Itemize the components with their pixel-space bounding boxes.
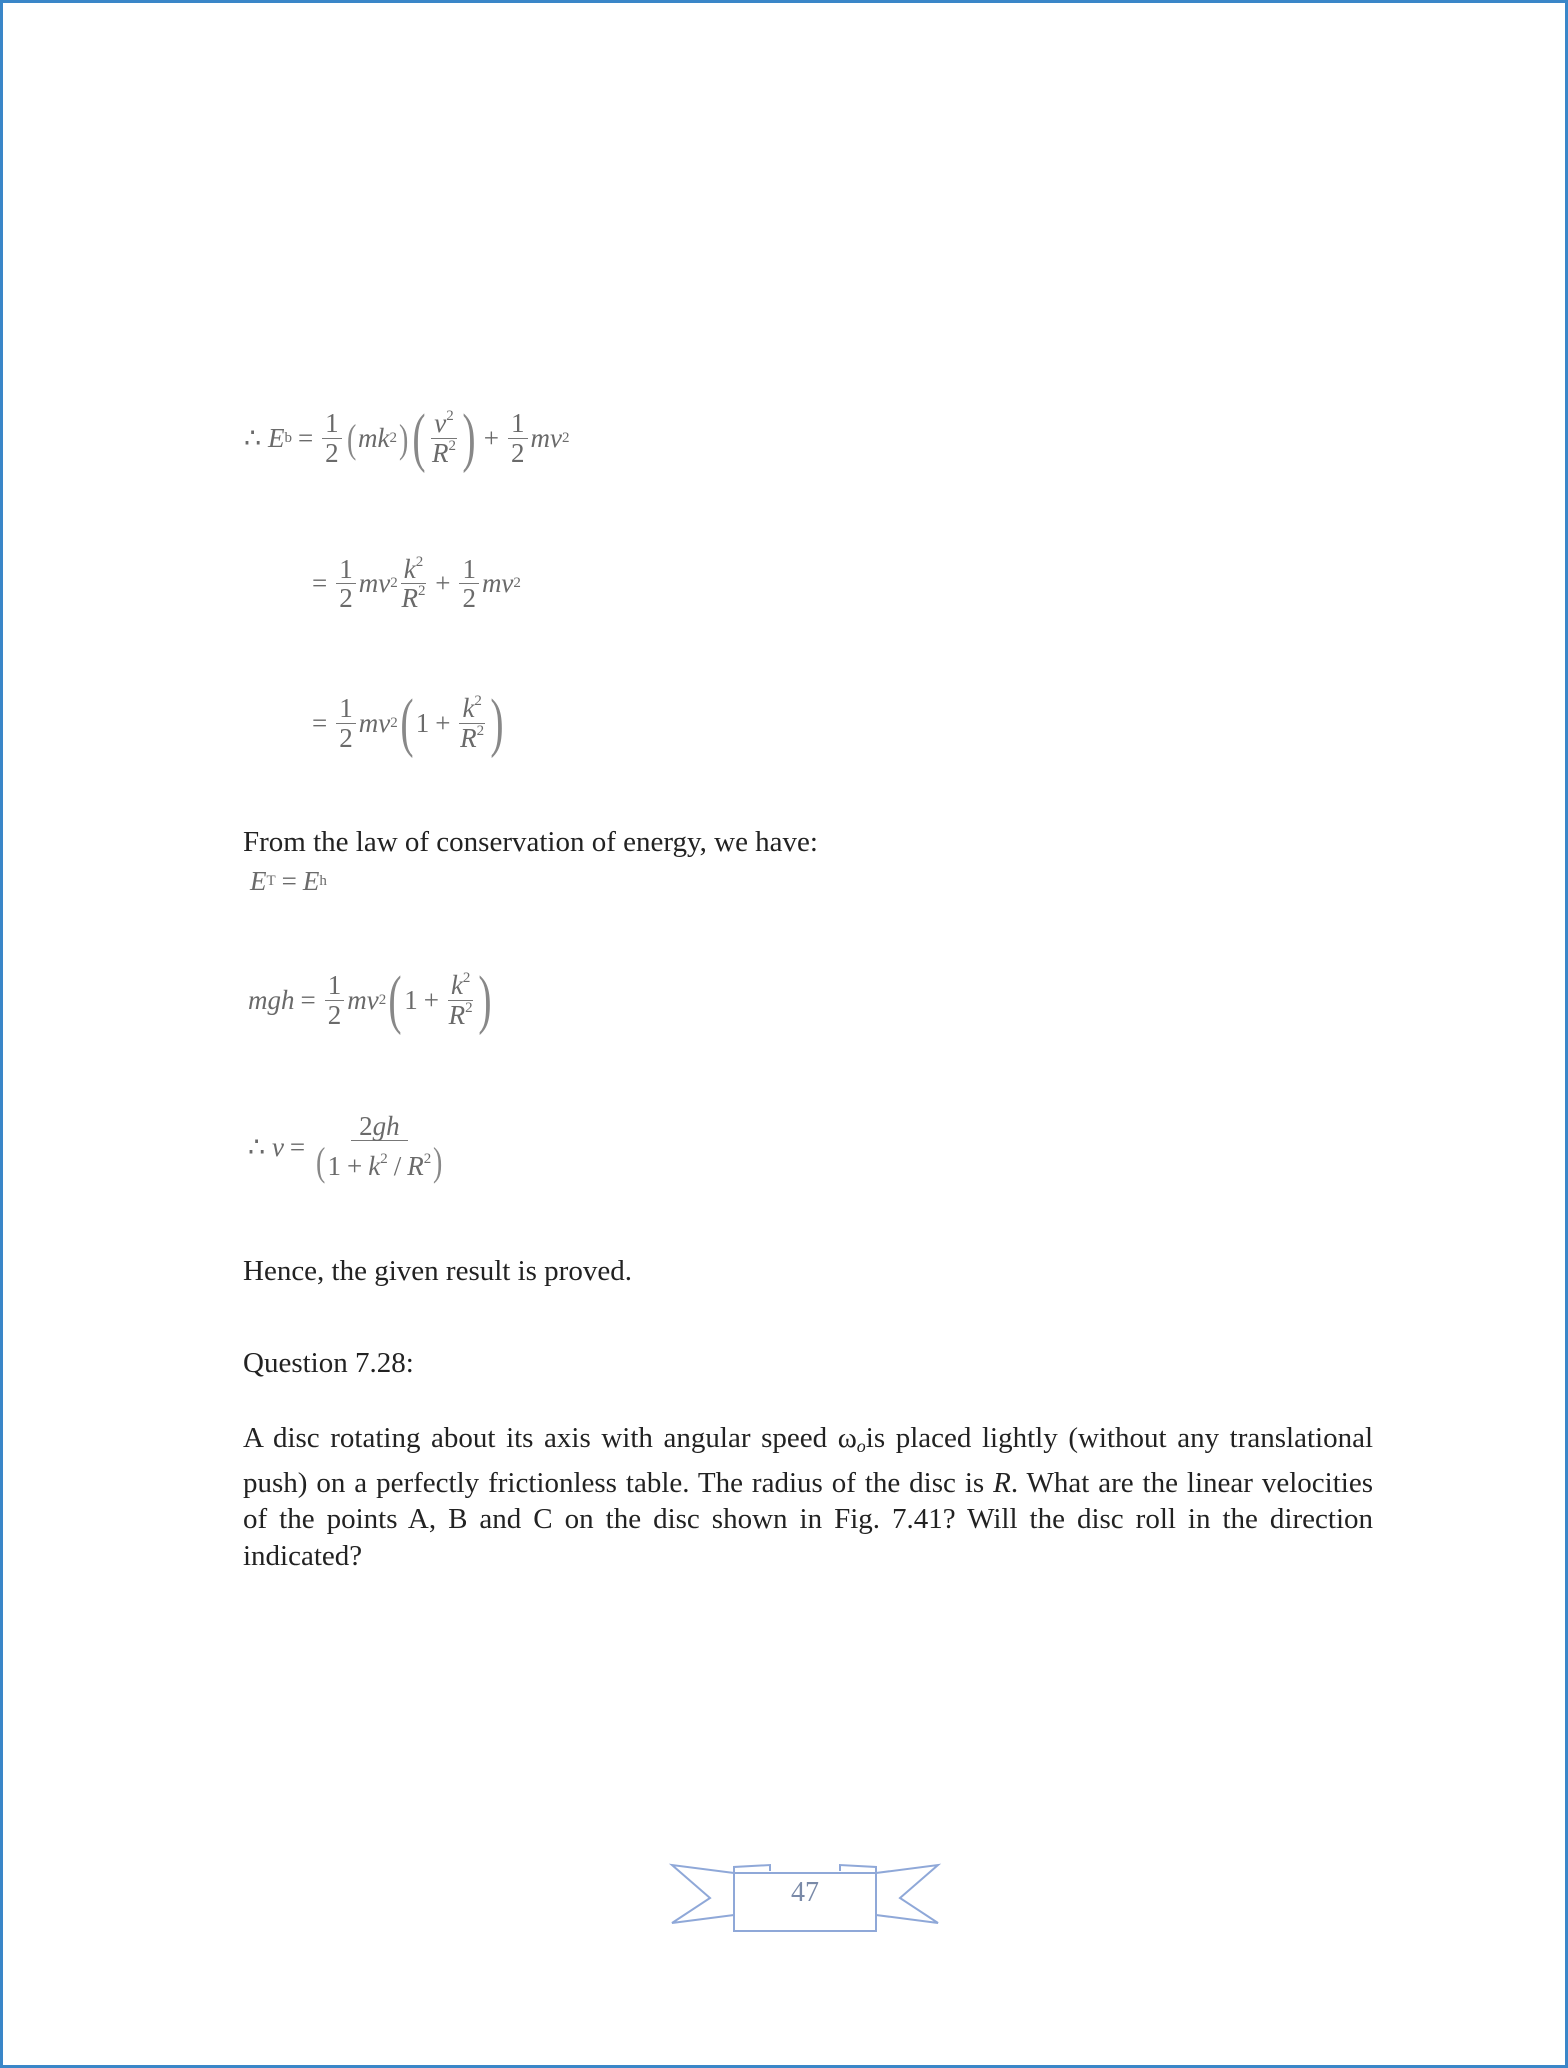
page-number-ribbon — [662, 1853, 948, 1933]
velocity-numerator: 2gh — [351, 1112, 408, 1141]
equation-step-3: = $\frac{1}{2}$ mv 2 ( 1 + $\frac{k^2}{R^2}$ ) — [312, 686, 504, 759]
conservation-text: From the law of conservation of energy, we have: — [243, 826, 818, 858]
equation-mgh: mgh = $\frac{1}{2}$ mv 2 ( 1 + $\frac{k^2}{R^2}$ ) — [248, 963, 493, 1036]
equation-step-2: = $\frac{1}{2}$ mv 2 $\frac{k^2}{R^2}$ + $\frac{1}{2}$ mv 2 — [312, 554, 521, 614]
equation-velocity: ∴ v = $\frac{2gh}{(1 + k^2 / R^2)}$ — [248, 1111, 443, 1185]
question-label: Question 7.28: — [243, 1347, 414, 1379]
page-number: 47 — [791, 1877, 819, 1908]
question-body: A disc rotating about its axis with angular speed $\omega_ois$ placed lightly (without any translational push) on a perfectly frictionless table. The radius of the disc is R. What are the linear velocities of the points A, B and C on the disc shown in Fig. 7.41? Will the disc roll in the direction indicated? — [243, 1422, 1374, 1573]
equation-kinetic-energy: ∴ E b = $\frac{1}{2}$ ( mk 2 ) ( $\frac{v^2}{R^2}$ ) + $\frac{1}{2}$ mv 2 — [244, 401, 570, 474]
equation-energy-equality: E T = E h — [250, 866, 327, 896]
proved-text: Hence, the given result is proved. — [243, 1255, 632, 1287]
